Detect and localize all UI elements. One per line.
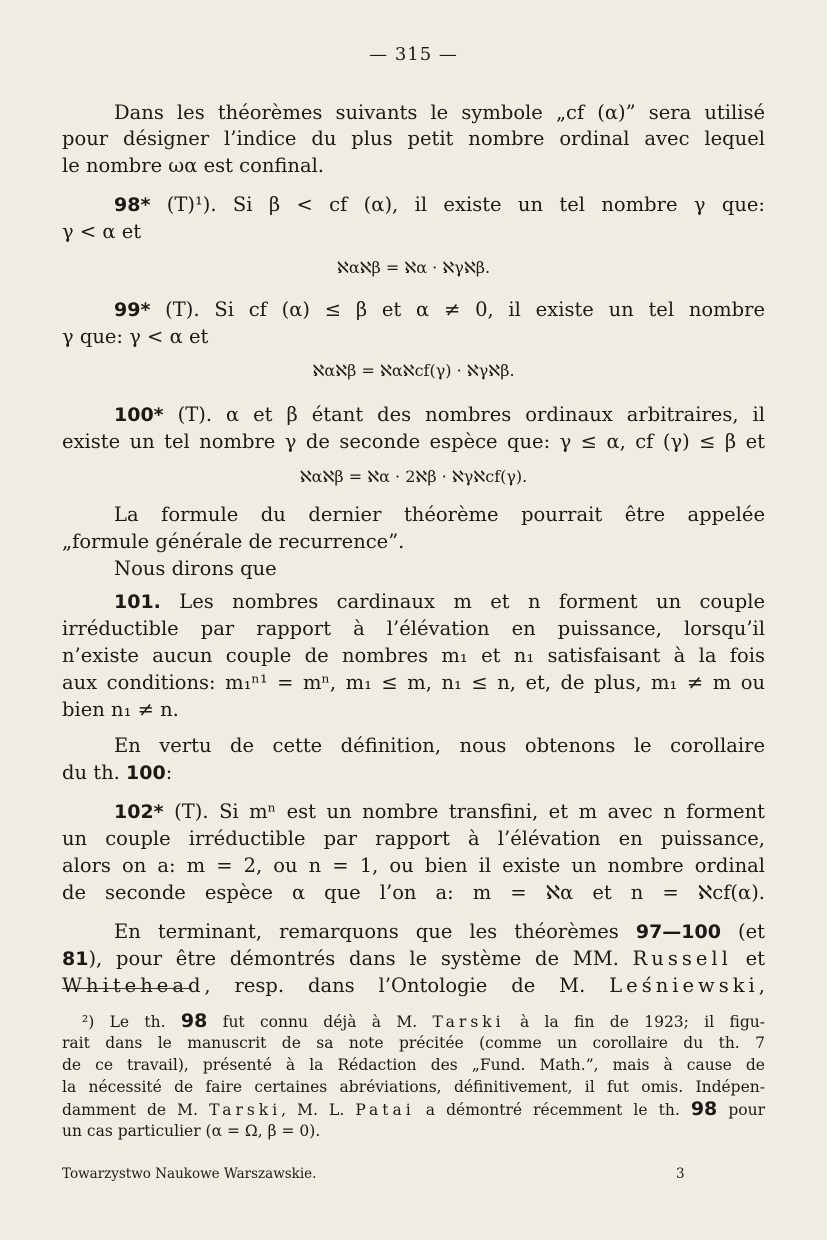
text-line: alors on a: m = 2, ou n = 1, ou bien il existe un nombre ordinal	[62, 854, 765, 877]
text-line: En vertu de cette définition, nous obtenons le corollaire	[114, 734, 765, 757]
text-line: 98* (T)¹). Si β < cf (α), il existe un tel nombre γ que:	[114, 193, 765, 216]
text-line: En terminant, remarquons que les théorèmes 97—100 (et	[114, 920, 765, 943]
text-line: n’existe aucun couple de nombres m₁ et n₁ satisfaisant à la fois	[62, 644, 765, 667]
footnote-line: damment de M. Tarski, M. L. Patai a démontré récemment le th. 98 pour	[62, 1098, 765, 1120]
text-line: 101. Les nombres cardinaux m et n forment un couple	[114, 590, 765, 613]
text-line: existe un tel nombre γ de seconde espèce que: γ ≤ α, cf (γ) ≤ β et	[62, 430, 765, 453]
footnote-line: de ce travail), présenté à la Rédaction des „Fund. Math.”, mais à cause de	[62, 1056, 765, 1074]
page-number: — 315 —	[369, 44, 458, 65]
footer-signature: 3	[676, 1166, 685, 1182]
text-line: de seconde espèce α que l’on a: m = ℵα et n = ℵcf(α).	[62, 881, 765, 904]
text-line: bien n₁ ≠ n.	[62, 698, 179, 721]
text-line: Whitehead, resp. dans l’Ontologie de M. Leśniewski,	[62, 974, 765, 997]
formula-line: ℵαℵβ = ℵα · 2ℵβ · ℵγℵcf(γ).	[299, 467, 528, 486]
footnote-line: ²) Le th. 98 fut connu déjà à M. Tarski à la fin de 1923; il figu-	[82, 1010, 765, 1032]
text-line: aux conditions: m₁ⁿ¹ = mⁿ, m₁ ≤ m, n₁ ≤ n, et, de plus, m₁ ≠ m ou	[62, 671, 765, 694]
text-line: La formule du dernier théorème pourrait être appelée	[114, 503, 765, 526]
footnote-line: rait dans le manuscrit de sa note précitée (comme un corollaire du th. 7	[62, 1034, 765, 1052]
text-line: le nombre ωα est confinal.	[62, 154, 325, 177]
text-line: 100* (T). α et β étant des nombres ordinaux arbitraires, il	[114, 403, 765, 426]
text-line: γ que: γ < α et	[62, 325, 209, 348]
formula-line: ℵαℵβ = ℵα · ℵγℵβ.	[336, 258, 491, 277]
text-line: 102* (T). Si mⁿ est un nombre transfini, et m avec n forment	[114, 800, 765, 823]
text-line: 81), pour être démontrés dans le système de MM. Russell et	[62, 947, 765, 970]
text-line: Nous dirons que	[114, 557, 277, 580]
text-line: Dans les théorèmes suivants le symbole „cf (α)” sera utilisé	[114, 101, 765, 124]
formula-line: ℵαℵβ = ℵαℵcf(γ) · ℵγℵβ.	[312, 361, 515, 380]
text-line: irréductible par rapport à l’élévation en puissance, lorsqu’il	[62, 617, 765, 640]
footnote-divider	[62, 988, 192, 989]
text-line: „formule générale de recurrence”.	[62, 530, 405, 553]
text-line: 99* (T). Si cf (α) ≤ β et α ≠ 0, il existe un tel nombre	[114, 298, 765, 321]
footnote-line: la nécessité de faire certaines abréviations, définitivement, il fut omis. Indépen-	[62, 1078, 765, 1096]
text-line: γ < α et	[62, 220, 142, 243]
footnote-line: un cas particulier (α = Ω, β = 0).	[62, 1122, 321, 1140]
text-line: du th. 100:	[62, 761, 173, 784]
text-line: pour désigner l’indice du plus petit nombre ordinal avec lequel	[62, 127, 765, 150]
footer-publisher: Towarzystwo Naukowe Warszawskie.	[62, 1166, 317, 1182]
text-line: un couple irréductible par rapport à l’élévation en puissance,	[62, 827, 765, 850]
